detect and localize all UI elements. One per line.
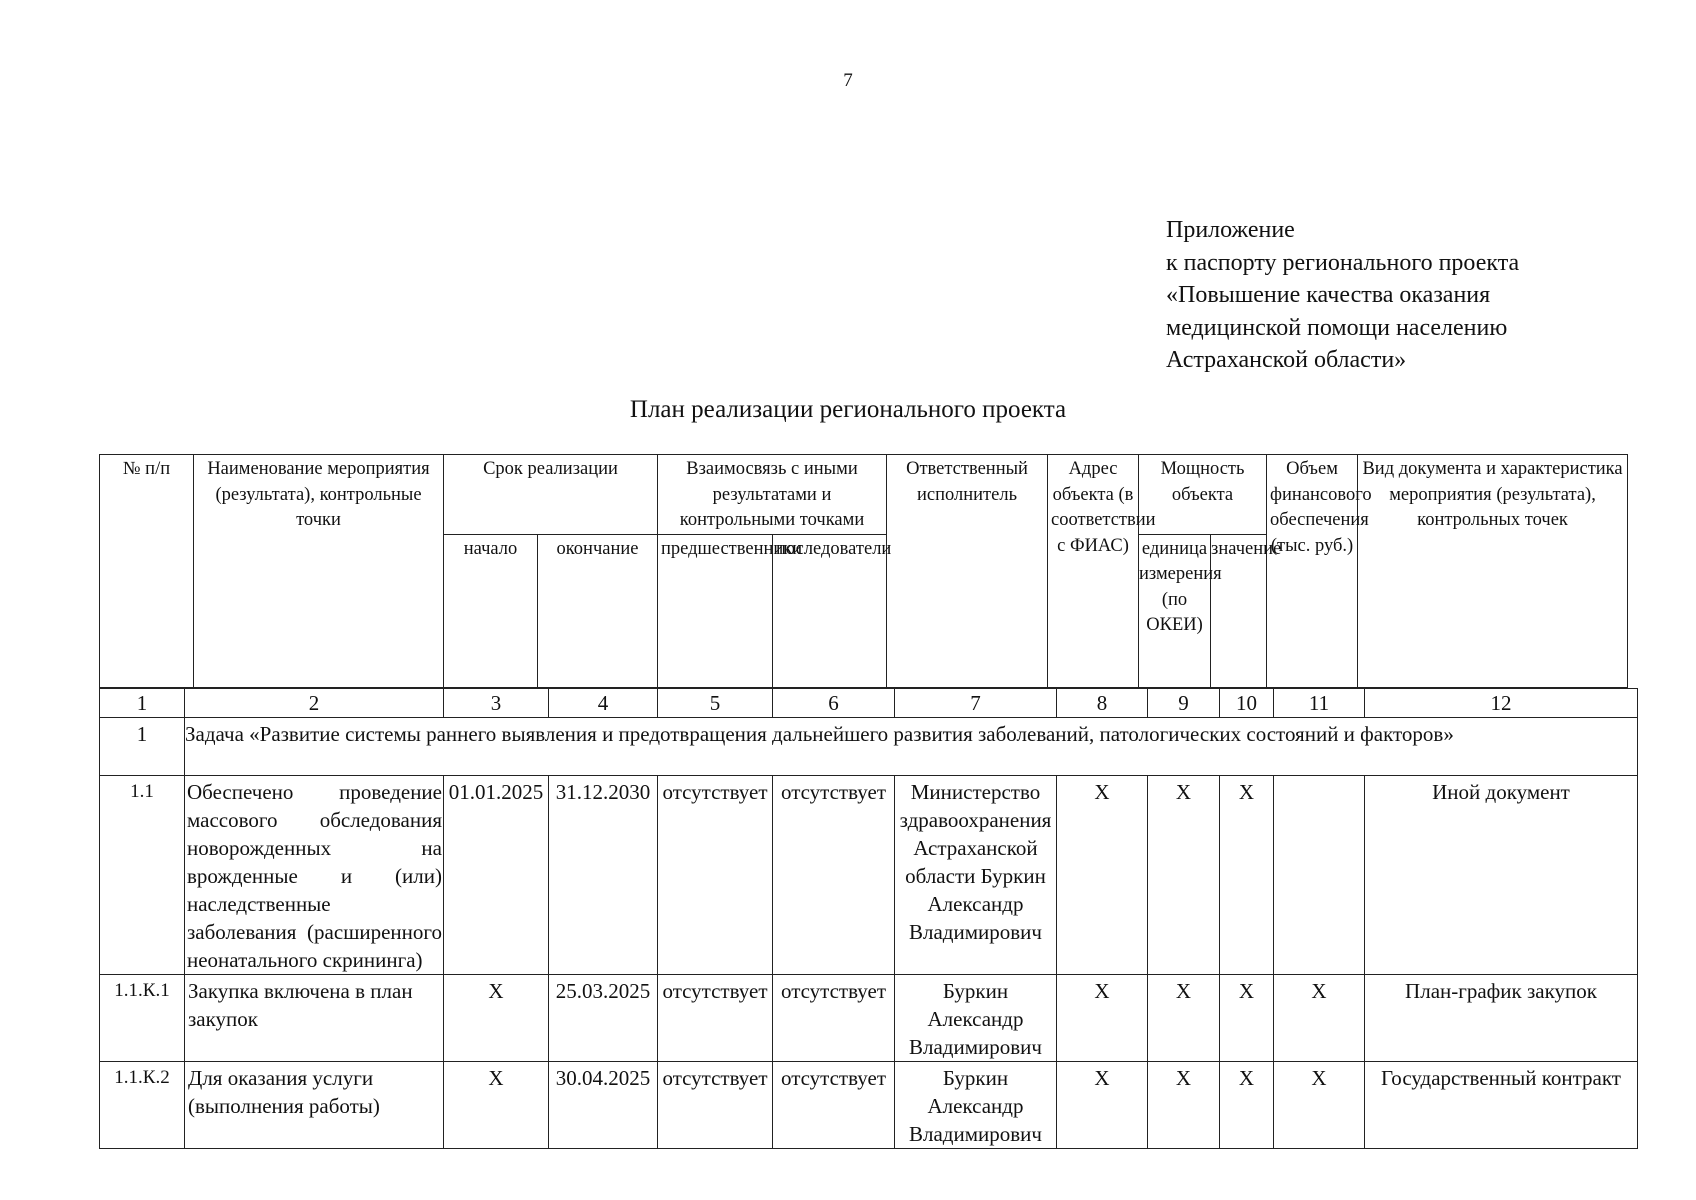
row-succ: отсутствует (773, 975, 895, 1062)
row-address: Х (1057, 776, 1148, 975)
column-number: 5 (658, 689, 773, 718)
table-row (100, 776, 1638, 975)
row-num: 1.1.К.2 (100, 1062, 185, 1149)
row-succ: отсутствует (773, 1062, 895, 1149)
row-address: Х (1057, 1062, 1148, 1149)
row-num: 1.1 (100, 776, 185, 975)
column-number: 4 (549, 689, 658, 718)
row-start: Х (444, 975, 549, 1062)
row-pred: отсутствует (658, 776, 773, 975)
row-funding: Х (1274, 1062, 1365, 1149)
row-name: Закупка включена в план закупок (185, 975, 444, 1062)
header-num: № п/п (100, 455, 194, 688)
row-doc: План-график закупок (1365, 975, 1638, 1062)
appendix-line: Приложение (1166, 217, 1295, 243)
page-number: 7 (843, 70, 853, 91)
row-pred: отсутствует (658, 975, 773, 1062)
column-number: 6 (773, 689, 895, 718)
header-period: Срок реализации (444, 455, 658, 535)
row-executor: Министерство здравоохранения Астраханской области Буркин Александр Владимирович (895, 776, 1057, 975)
table-row (100, 975, 1638, 1062)
header-executor: Ответственный исполнитель (887, 455, 1048, 688)
row-funding (1274, 776, 1365, 975)
row-executor: Буркин Александр Владимирович (895, 1062, 1057, 1149)
appendix-block (1166, 214, 1519, 377)
header-period-end: окончание (538, 534, 658, 687)
row-value: Х (1220, 1062, 1274, 1149)
header-capacity-unit: единица измерения (по ОКЕИ) (1139, 534, 1211, 687)
appendix-line: к паспорту регионального проекта (1166, 249, 1520, 276)
header-links: Взаимосвязь с иными результатами и контрольными точками (658, 455, 887, 535)
row-end: 25.03.2025 (549, 975, 658, 1062)
row-name: Для оказания услуги (выполнения работы) (185, 1062, 444, 1149)
row-start: Х (444, 1062, 549, 1149)
column-number: 2 (185, 689, 444, 718)
row-unit: Х (1148, 975, 1220, 1062)
row-name: Обеспечено проведение массового обследования новорожденных на врожденные и (или) наследственные заболевания (расширенного неонатального скрининга) (185, 776, 444, 975)
column-number: 10 (1220, 689, 1274, 718)
row-pred: отсутствует (658, 1062, 773, 1149)
row-doc: Иной документ (1365, 776, 1638, 975)
column-numbers-row (100, 689, 1638, 718)
plan-title: План реализации регионального проекта (629, 396, 1067, 423)
table-row (100, 1062, 1638, 1149)
appendix-line: медицинской помощи населению (1166, 314, 1508, 341)
appendix-line: Астраханской области» (1166, 347, 1407, 373)
header-funding: Объем финансового обеспечения (тыс. руб.) (1267, 455, 1358, 688)
row-value: Х (1220, 975, 1274, 1062)
row-doc: Государственный контракт (1365, 1062, 1638, 1149)
row-succ: отсутствует (773, 776, 895, 975)
header-links-pred: предшественники (658, 534, 773, 687)
row-unit: Х (1148, 776, 1220, 975)
task-row (100, 718, 1638, 776)
row-value: Х (1220, 776, 1274, 975)
task-num: 1 (100, 718, 185, 776)
header-name: Наименование мероприятия (результата), контрольные точки (194, 455, 444, 688)
header-doc: Вид документа и характеристика мероприятия (результата), контрольных точек (1358, 455, 1628, 688)
header-period-start: начало (444, 534, 538, 687)
column-number: 9 (1148, 689, 1220, 718)
column-number: 11 (1274, 689, 1365, 718)
row-start: 01.01.2025 (444, 776, 549, 975)
plan-table-header (99, 454, 1628, 688)
column-number: 1 (100, 689, 185, 718)
row-executor: Буркин Александр Владимирович (895, 975, 1057, 1062)
column-number: 8 (1057, 689, 1148, 718)
column-number: 7 (895, 689, 1057, 718)
header-address: Адрес объекта (в соответствии с ФИАС) (1048, 455, 1139, 688)
header-capacity-value: значение (1211, 534, 1267, 687)
plan-table-body (99, 688, 1638, 1149)
row-unit: Х (1148, 1062, 1220, 1149)
task-text: Задача «Развитие системы раннего выявления и предотвращения дальнейшего развития заболеваний, патологических состояний и факторов» (185, 718, 1638, 776)
column-number: 3 (444, 689, 549, 718)
column-number: 12 (1365, 689, 1638, 718)
appendix-line: «Повышение качества оказания (1166, 282, 1491, 308)
row-address: Х (1057, 975, 1148, 1062)
row-funding: Х (1274, 975, 1365, 1062)
row-end: 31.12.2030 (549, 776, 658, 975)
header-capacity: Мощность объекта (1139, 455, 1267, 535)
header-links-succ: последователи (773, 534, 887, 687)
row-num: 1.1.К.1 (100, 975, 185, 1062)
row-end: 30.04.2025 (549, 1062, 658, 1149)
